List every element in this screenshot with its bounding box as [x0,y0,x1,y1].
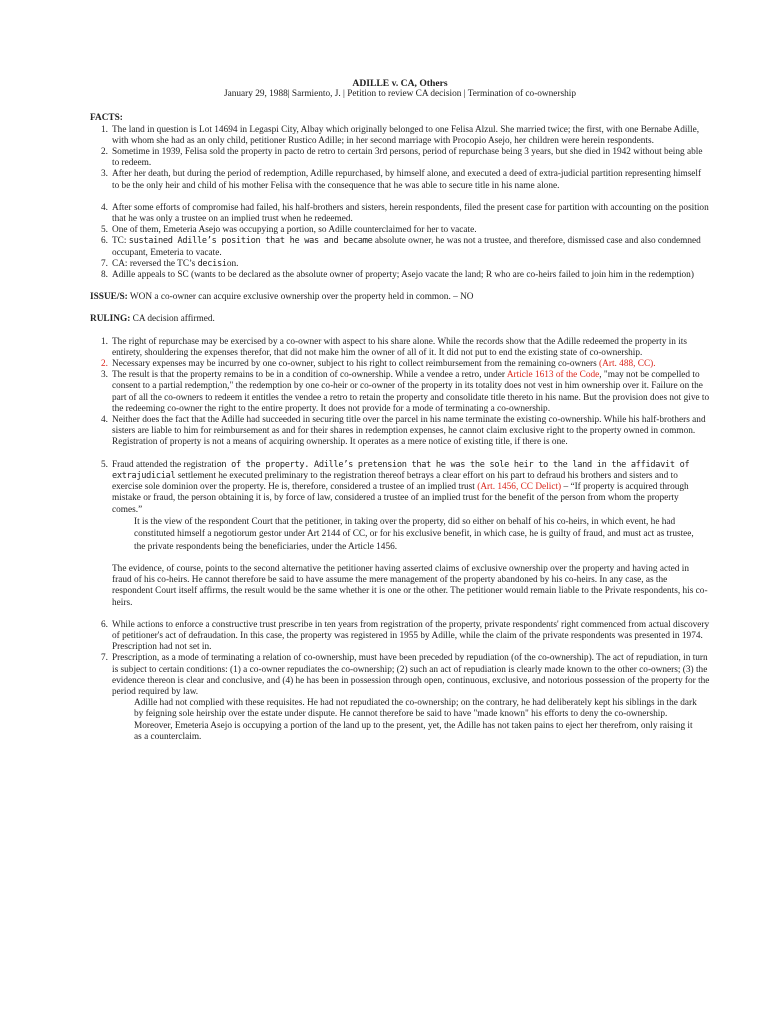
citation-art-488: (Art. 488, CC). [599,359,656,370]
ruling-spacer [90,449,710,460]
facts-heading: FACTS: [90,113,123,124]
fact-item: 2. Sometime in 1939, Felisa sold the property in pacto de retro to certain 3rd persons, period of repurchase being 3 years, but she died in 1942 without being able to redeem. [101,147,703,169]
ruling-list-continued [90,620,710,698]
ruling-item: 1. The right of repurchase may be exercised by a co-owner with aspect to his share alone. While the records show that the Adille redeemed the property in its entirety, shouldering the expenses therefor, that did not make him the owner of all of it. It did not put to end the existing state of co-ownership. [101,336,688,358]
ruling-list [90,337,710,516]
case-subtitle: January 29, 1988| Sarmiento, J. | Petition to review CA decision | Termination of co-ownership [223,89,577,100]
ruling-item: 2. Necessary expenses may be incurred by one co-owner, subject to his right to collect reimbursement from the remaining co-owners (Art. 488, CC). [101,359,656,370]
fact-item: 6. TC: sustained Adille’s position that he was and became absolute owner, he was not a trustee, and therefore, dismissed case and also condemned occupant, Emeteria to vacate. [101,236,701,258]
quote-respondent-court: It is the view of the respondent Court that the petitioner, in taking over the property, did so either on behalf of his co-heirs, in which event, he had constituted himself a negotiorum gestor under Art 2144 of CC, or for his exclusive benefit, in which case, he is guilty of fraud, and must act as trustee, the private respondents being the beneficiaries, under the Article 1456. [134,516,694,552]
ruling-item: 4. Neither does the fact that the Adille had succeeded in securing title over the parcel in his name terminate the existing co-ownership. While his half-brothers and sisters are liable to him for reimbursement as and for their shares in redemption expenses, he cannot claim exclusive right to the property owned in common. Registration of property is not a means of acquiring ownership. It operates as a mere notice of existing title, if there is one. [101,415,706,448]
ruling-line: RULING: CA decision affirmed. [90,314,215,325]
facts-list [90,125,710,282]
closing-paragraph: Adille had not complied with these requisites. He had not repudiated the co-ownership; on the contrary, he had deliberately kept his siblings in the dark by feigning sole heirship over the estate under dispute. He cannot therefore be said to have "made known" his efforts to deny the co-ownership. Moreover, Emeteria Asejo is occupying a portion of the land up to the present, yet, the Adille has not taken pains to eject her therefrom, only raising it as a counterclaim. [134,698,697,742]
quote-evidence: The evidence, of course, points to the second alternative the petitioner having asserted claims of exclusive ownership over the property and having acted in fraud of his co-heirs. He cannot therefore be said to have assume the mere management of the property abandoned by his co-heirs. In any case, as the respondent Court itself affirms, the result would be the same whether it is one or the other. The petitioner would remain liable to the Private respondents, his co-heirs. [112,563,708,608]
ruling-item: 7. Prescription, as a mode of terminating a relation of co-ownership, must have been preceded by repudiation (of the co-ownership). The act of repudiation, in turn is subject to certain conditions: (1) a co-owner repudiates the co-ownership; (2) such an act of repudiation is clearly made known to the other co-owners; (3) the evidence thereon is clear and conclusive, and (4) he has been in possession through open, continuous, exclusive, and notorious possession of the property for the period required by law. [101,653,710,697]
ruling-item: 6. While actions to enforce a constructive trust prescribe in ten years from registration of the property, private respondents' right commenced from actual discovery of petitioner's act of defraudation. In this case, the property was registered in 1955 by Adille, while the claim of the private respondents was presented in 1974. Prescription had not set in. [101,619,710,653]
case-title: ADILLE v. CA, Others [352,78,448,89]
fact-item: 4. After some efforts of compromise had failed, his half-brothers and sisters, herein respondents, filed the present case for partition with accounting on the position that he was only a trustee on an implied trust when he redeemed. [101,202,709,225]
ruling-item: 3. The result is that the property remains to be in a condition of co-ownership. While a vendee a retro, under Article 1613 of the Code, "may not be compelled to consent to a partial redemption," the redemption by one co-heir or co-owner of the property in its totality does not vest in him ownership over it. Failure on the part of all the co-owners to redeem it entitles the vendee a retro to retain the property and consolidate title thereto in his name. But the provision does not give to the redeeming co-owner the right to the entire property. It does not provide for a mode of terminating a co-ownership. [101,370,710,414]
fact-item: 5. One of them, Emeteria Asejo was occupying a portion, so Adille counterclaimed for her to vacate. [101,225,477,236]
issue-line: ISSUE/S: WON a co-owner can acquire exclusive ownership over the property held in common. – NO [90,292,474,303]
fact-item: 8. Adille appeals to SC (wants to be declared as the absolute owner of property; Asejo vacate the land; R who are co-heirs failed to join him in the redemption) [101,270,694,281]
fact-item: 1. The land in question is Lot 14694 in Legaspi City, Albay which originally belonged to one Felisa Alzul. She married twice; the first, with one Bernabe Adille, with whom she had as an only child, petitioner Rustico Adille; in her second marriage with Procopio Asejo, her children were herein respondents. [101,124,700,146]
citation-art-1456: (Art. 1456, CC Delict) [477,482,562,493]
fact-item: 7. CA: reversed the TC’s decision. [101,258,239,269]
fact-item: 3. After her death, but during the period of redemption, Adille repurchased, by himself alone, and executed a deed of extra-judicial partition representing himself to be the only heir and child of his mother Felisa with the consequence that he was able to secure title in his name alone. [101,169,702,191]
citation-art-1613: Article 1613 of the Code [506,370,600,381]
fact-spacer [90,192,710,203]
ruling-item: 5. Fraud attended the registration of the property. Adille’s pretension that he was the sole heir to the land in the affidavit of extrajudicial settlement he executed preliminary to the registration thereof betrays a clear effort on his part to defraud his brothers and sisters and to exercise sole dominion over the property. He is, therefore, considered a trustee of an implied trust (Art. 1456, CC Delict) – “If property is acquired through mistake or fraud, the person obtaining it is, by force of law, considered a trustee of an implied trust for the benefit of the person from whom the property comes.” [101,459,690,515]
